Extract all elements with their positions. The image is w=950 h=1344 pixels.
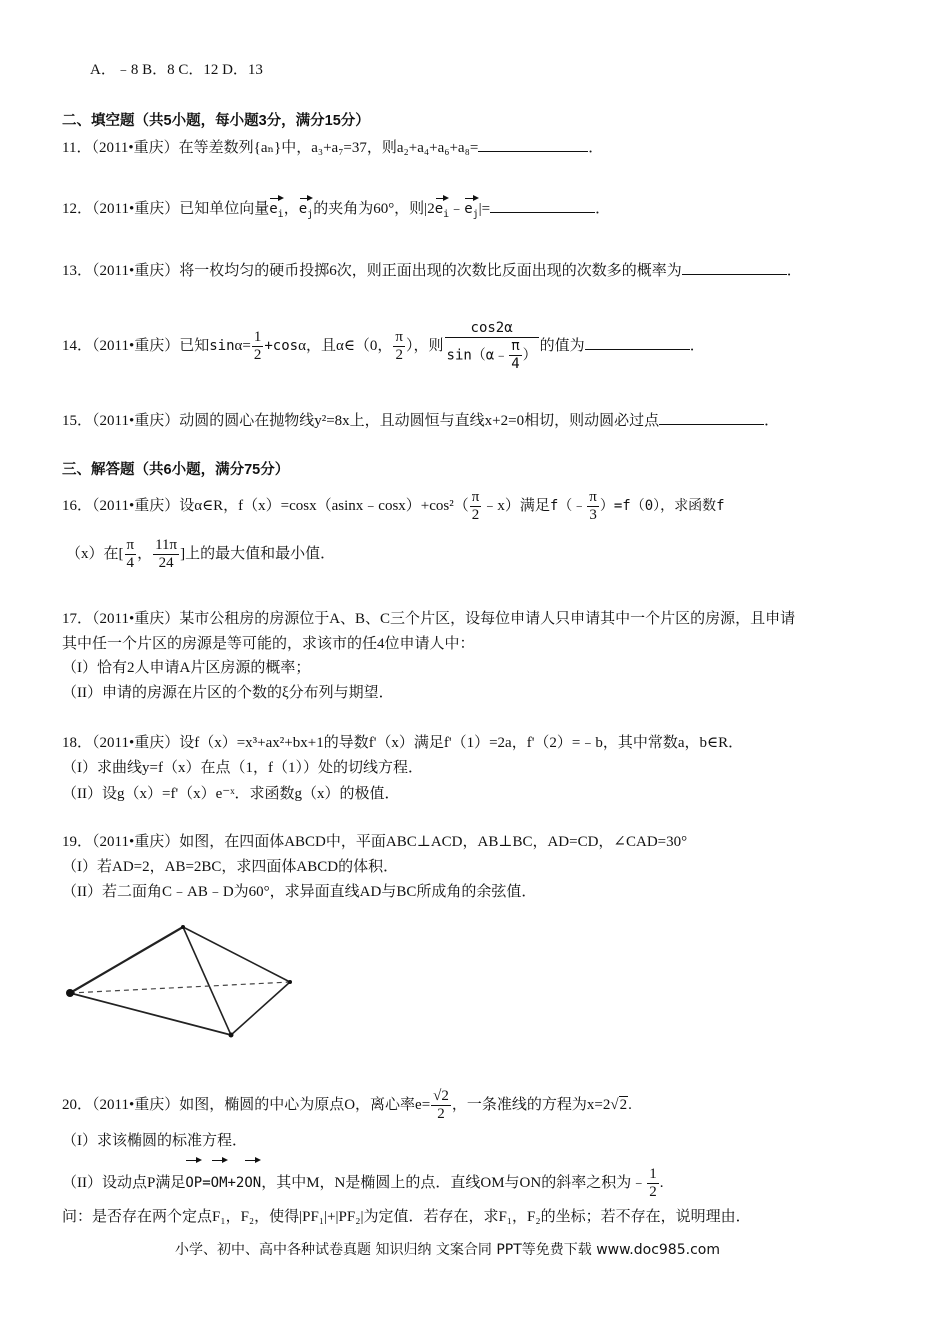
- question-16: [62, 482, 725, 530]
- question-16-line2: [66, 530, 335, 578]
- q12-text-b: 的夹角为60°，则|2: [313, 201, 435, 217]
- q19-part1: （I）若AD=2，AB=2BC，求四面体ABCD的体积．: [62, 859, 399, 875]
- q14-alpha-3: α: [335, 338, 344, 354]
- vector-e-j-2: $e_j$: [464, 195, 478, 225]
- q12-source: （2011•重庆）: [92, 201, 180, 217]
- fraction-root2-over-2: $\frac{√2}{2}$: [433, 1088, 449, 1123]
- edge-d-c: [183, 927, 290, 982]
- fraction-pi-over-2: $\frac{\pi}{2}$: [395, 329, 403, 364]
- question-12: 12．（2011•重庆）已知单位向量$e_i$，$e_j$的夹角为60°，则$|2e_i﹣e_j|=$ ．: [62, 195, 610, 225]
- q18-part2: （II）设g（x）=f'（x）e⁻ˣ．求函数g（x）的极值．: [62, 786, 400, 802]
- q20-part1: （I）求该椭圆的标准方程．: [62, 1133, 247, 1149]
- q15-number: 15．: [62, 413, 93, 429]
- q11-answer-blank[interactable]: [478, 137, 588, 152]
- edge-a-b: [70, 993, 231, 1035]
- q20-text-a: 如图，椭圆的中心为原点O，离心率e=: [179, 1097, 431, 1113]
- q12-minus: ﹣: [449, 201, 465, 217]
- q14-answer-blank[interactable]: [585, 335, 690, 350]
- vertex-c: [288, 980, 292, 984]
- q16-text-a: 设α∈R，f（x）=cosx（asinx﹣cosx）+cos²（: [179, 498, 469, 514]
- q14-cos: +cos: [264, 338, 299, 354]
- fraction-one-half: $\frac{1}{2}$: [253, 329, 262, 364]
- q13-answer-blank[interactable]: [682, 260, 787, 275]
- vertex-b: [229, 1033, 234, 1038]
- q16-text-b: ﹣x）满足: [482, 498, 550, 514]
- q16-line2-a: （x）在[: [66, 546, 124, 562]
- vector-e-i-2: $e_i$: [435, 195, 449, 225]
- question-13: 13．（2011•重庆）将一枚均匀的硬币投掷6次，则正面出现的次数比反面出现的次数多的概率为 ．: [62, 260, 802, 281]
- q12-answer-blank[interactable]: [490, 198, 595, 213]
- q18-part1: （I）求曲线y=f（x）在点（1，f（1））处的切线方程．: [62, 760, 423, 776]
- section-solution-title: 三、解答题（共6小题，满分75分）: [62, 462, 290, 478]
- q15-answer-blank[interactable]: [659, 410, 764, 425]
- q20-line3: 问：是否存在两个定点F₁，F₂，使得|PF₁|+|PF₂|为定值．若存在，求F₁，F₂的坐标；若不存在，说明理由．: [62, 1209, 751, 1225]
- fraction-pi-over-4: $\frac{\pi}{4}$: [511, 338, 520, 373]
- question-17: 17．（2011•重庆）某市公租房的房源位于A、B、C三个片区，设每位申请人只申请其中一个片区的房源，且申请: [62, 611, 796, 627]
- q14-sin: sin: [209, 338, 235, 354]
- q20-text-b: ，一条准线的方程为x=2: [451, 1097, 611, 1113]
- fraction-cos2a-over-sin: cos2α sin（α﹣ $\frac{\pi}{4}$ ）: [446, 320, 537, 373]
- vector-om: OM: [211, 1157, 228, 1205]
- edge-d-b: [183, 927, 231, 1035]
- q11-text: 在等差数列{aₙ}中，a₃+a₇=37，则a₂+a₄+a₆+a₈=: [178, 140, 479, 156]
- question-15: 15．（2011•重庆）动圆的圆心在抛物线y²=8x上，且动圆恒与直线x+2=0相切，则动圆必过点 ．: [62, 410, 779, 431]
- q12-sep: ，: [283, 201, 299, 217]
- choices-line: A．﹣8 B．8 C．12 D．13: [90, 62, 263, 78]
- edge-a-c-hidden: [70, 982, 290, 993]
- q20-p2-b: ，其中M，N是椭圆上的点．直线OM与ON的斜率之积为﹣: [261, 1175, 647, 1191]
- q16-number: 16．: [62, 498, 93, 514]
- q17-part2: （II）申请的房源在片区的个数的ξ分布列与期望．: [62, 685, 394, 701]
- fraction-pi-over-4-q16: $\frac{\pi}{4}$: [126, 537, 135, 572]
- q13-source: （2011•重庆）: [92, 263, 180, 279]
- section-fill-in-title: 二、填空题（共5小题，每小题3分，满分15分）: [62, 113, 370, 129]
- footer-banner[interactable]: 小学、初中、高中各种试卷真题 知识归纳 文案合同 PPT等免费下载 www.doc985.com: [175, 1242, 720, 1258]
- fraction-pi-over-2-q16: $\frac{\pi}{2}$: [471, 489, 480, 524]
- vertex-a: [66, 989, 74, 997]
- fraction-pi-over-3: $\frac{\pi}{3}$: [589, 489, 597, 524]
- q14-eq: =: [242, 338, 251, 354]
- edge-a-d: [70, 927, 183, 993]
- q17-part1: （I）恰有2人申请A片区房源的概率；: [62, 660, 311, 676]
- q15-source: （2011•重庆）: [92, 413, 180, 429]
- question-19: 19．（2011•重庆）如图，在四面体ABCD中，平面ABC⊥ACD，AB⊥BC，AD=CD，∠CAD=30°: [62, 834, 688, 850]
- q12-number: 12．: [62, 201, 93, 217]
- q14-alpha: α: [234, 338, 243, 354]
- question-11: 11．（2011•重庆）在等差数列{aₙ}中，a₃+a₇=37，则a₂+a₄+a₆+a₈= ．: [62, 137, 603, 158]
- q14-text-b: 的值为: [539, 338, 585, 354]
- q16-line2-b: ]上的最大值和最小值．: [180, 546, 336, 562]
- q11-number: 11．: [62, 140, 92, 156]
- q14-in: ∈（0，: [343, 338, 393, 354]
- vector-on: ON: [244, 1157, 261, 1205]
- question-14: 14．（2011•重庆）已知sinα= $\frac{1}{2}$ +cosα，且α∈（0， $\frac{\pi}{2}$ ），则 cos2α sin（α﹣ $\frac{\pi}{4}$ ） 的值为 ．: [62, 320, 705, 373]
- q19-part2: （II）若二面角C﹣AB﹣D为60°，求异面直线AD与BC所成角的余弦值．: [62, 884, 537, 900]
- q20-p2-a: （II）设动点P满足: [62, 1175, 186, 1191]
- q12-text-c: |=: [478, 201, 491, 217]
- q14-and: ，且: [305, 338, 336, 354]
- edge-b-c: [231, 982, 290, 1035]
- q15-text: 动圆的圆心在抛物线y²=8x上，且动圆恒与直线x+2=0相切，则动圆必过点: [179, 413, 660, 429]
- q20-part2: （II）设动点P满足OP=OM+2ON，其中M，N是椭圆上的点．直线OM与ON的斜率之积为﹣ $\frac{1}{2}$ .: [62, 1157, 663, 1201]
- fraction-11pi-over-24: $\frac{11\pi}{24}$: [155, 537, 178, 572]
- tetrahedron-figure: [58, 905, 308, 1055]
- vertex-d: [181, 925, 185, 929]
- q16-source: （2011•重庆）: [92, 498, 180, 514]
- q17-line2: 其中任一个片区的房源是等可能的，求该市的任4位申请人中：: [62, 636, 475, 652]
- q16-fzero: ）=f（0），求函数f: [599, 498, 725, 514]
- fraction-one-half-q20: $\frac{1}{2}$: [649, 1166, 657, 1201]
- q11-source: （2011•重庆）: [91, 140, 179, 156]
- vector-e-j: $e_j$: [299, 195, 313, 225]
- question-18: 18．（2011•重庆）设f（x）=x³+ax²+bx+1的导数f'（x）满足f'（1）=2a，f'（2）=﹣b，其中常数a，b∈R．: [62, 735, 744, 751]
- q13-text: 将一枚均匀的硬币投掷6次，则正面出现的次数比反面出现的次数多的概率为: [179, 263, 682, 279]
- q13-number: 13．: [62, 263, 93, 279]
- vector-e-i: $e_i$: [269, 195, 283, 225]
- vector-op: OP: [185, 1157, 202, 1205]
- question-20: 20．（2011•重庆）如图，椭圆的中心为原点O，离心率e= $\frac{√2}{2}$ ，一条准线的方程为x=2√2.: [62, 1082, 632, 1128]
- q14-text-a: 已知: [179, 338, 210, 354]
- q14-alpha-2: α: [298, 338, 306, 354]
- q12-text-a: 已知单位向量: [179, 201, 270, 217]
- sqrt-two: √2: [610, 1097, 628, 1113]
- q14-close: ），则: [406, 338, 444, 354]
- q16-fcall: f（﹣: [549, 498, 587, 514]
- q16-comma: ，: [137, 546, 153, 562]
- q14-number: 14．: [62, 338, 93, 354]
- q14-source: （2011•重庆）: [92, 338, 180, 354]
